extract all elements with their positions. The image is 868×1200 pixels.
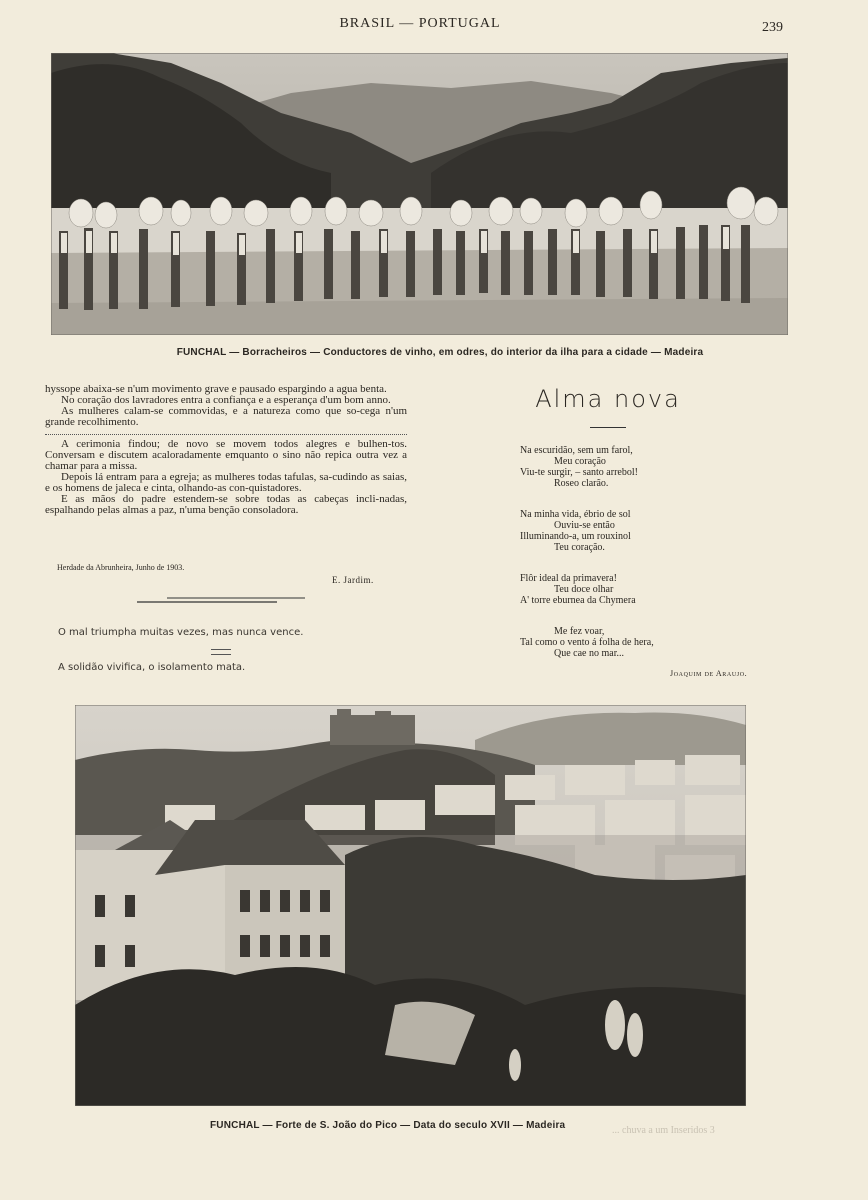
poem-line: Meu coração xyxy=(554,456,606,467)
poem-title: Alma nova xyxy=(535,385,681,413)
article-author: E. Jardim. xyxy=(332,575,374,585)
title-rule xyxy=(590,427,626,428)
poem-line: Me fez voar, xyxy=(554,626,605,637)
article-paragraph: hyssope abaixa-se n'um movimento grave e pausado espargindo a agua benta. xyxy=(45,383,387,395)
poem-line: Illuminando-a, um rouxinol xyxy=(520,531,631,542)
maxim-quote: A solidão vivifica, o isolamento mata. xyxy=(58,662,246,673)
running-header: BRASIL — PORTUGAL xyxy=(339,16,501,31)
poem-line: Flôr ideal da primavera! xyxy=(520,573,617,584)
poem-line: Teu coração. xyxy=(554,542,605,553)
photo-forte-sao-joao xyxy=(75,705,746,1106)
article-paragraph: No coração dos lavradores entra a confiança e a esperança d'um bom anno. xyxy=(61,394,391,406)
small-ornament xyxy=(211,649,231,655)
poem-line: Teu doce olhar xyxy=(554,584,614,595)
poem-stanza xyxy=(520,509,631,553)
ornamental-rule xyxy=(137,597,307,605)
poem-author: Joaquim de Araujo. xyxy=(670,669,748,678)
poem-line: Que cae no mar... xyxy=(554,648,624,659)
article-paragraph: As mulheres calam-se commovidas, e a natureza como que so-cega n'um grande recolhimento. xyxy=(45,405,407,428)
poem-line: Viu-te surgir, – santo arrebol! xyxy=(520,467,638,478)
poem-stanza xyxy=(520,573,636,606)
poem-line: Ouviu-se então xyxy=(554,520,615,531)
place-date: Herdade da Abrunheira, Junho de 1903. xyxy=(57,563,185,572)
maxim-quote: O mal triumpha muitas vezes, mas nunca vence. xyxy=(58,627,304,638)
photo2-caption: FUNCHAL — Forte de S. João do Pico — Data do seculo XVII — Madeira xyxy=(210,1120,566,1131)
photo-borracheiros xyxy=(51,53,788,335)
article-paragraph: A cerimonia findou; de novo se movem todos alegres e bulhen-tos. Conversam e discutem acaloradamente emquanto o sino não repica outra vez a chamar para a missa. xyxy=(45,438,407,472)
poem-line: Na escuridão, sem um farol, xyxy=(520,445,633,456)
article-text xyxy=(45,384,407,516)
poem-stanza xyxy=(520,626,654,659)
poem-line: Na minha vida, ébrio de sol xyxy=(520,509,631,520)
article-paragraph: Depois lá entram para a egreja; as mulheres todas tafulas, sa-cudindo as saias, e os homens de jaleca e cinta, olhando-as con-quistadores. xyxy=(45,471,407,494)
poem-line: Tal como o vento á folha de hera, xyxy=(520,637,654,648)
page-number: 239 xyxy=(762,20,783,35)
poem-line: A' torre eburnea da Chymera xyxy=(520,595,636,606)
photo1-caption: FUNCHAL — Borracheiros — Conductores de vinho, em odres, do interior da ilha para a cidade — Madeira xyxy=(176,347,704,358)
article-paragraph: E as mãos do padre estendem-se sobre todas as cabeças incli-nadas, espalhando pelas almas a paz, n'uma benção consoladora. xyxy=(45,493,407,516)
poem-line: Roseo clarão. xyxy=(554,478,609,489)
poem-stanza xyxy=(520,445,638,489)
bleed-through-text: ... chuva a um Inseridos 3 xyxy=(612,1125,715,1136)
dotted-separator xyxy=(45,434,407,435)
